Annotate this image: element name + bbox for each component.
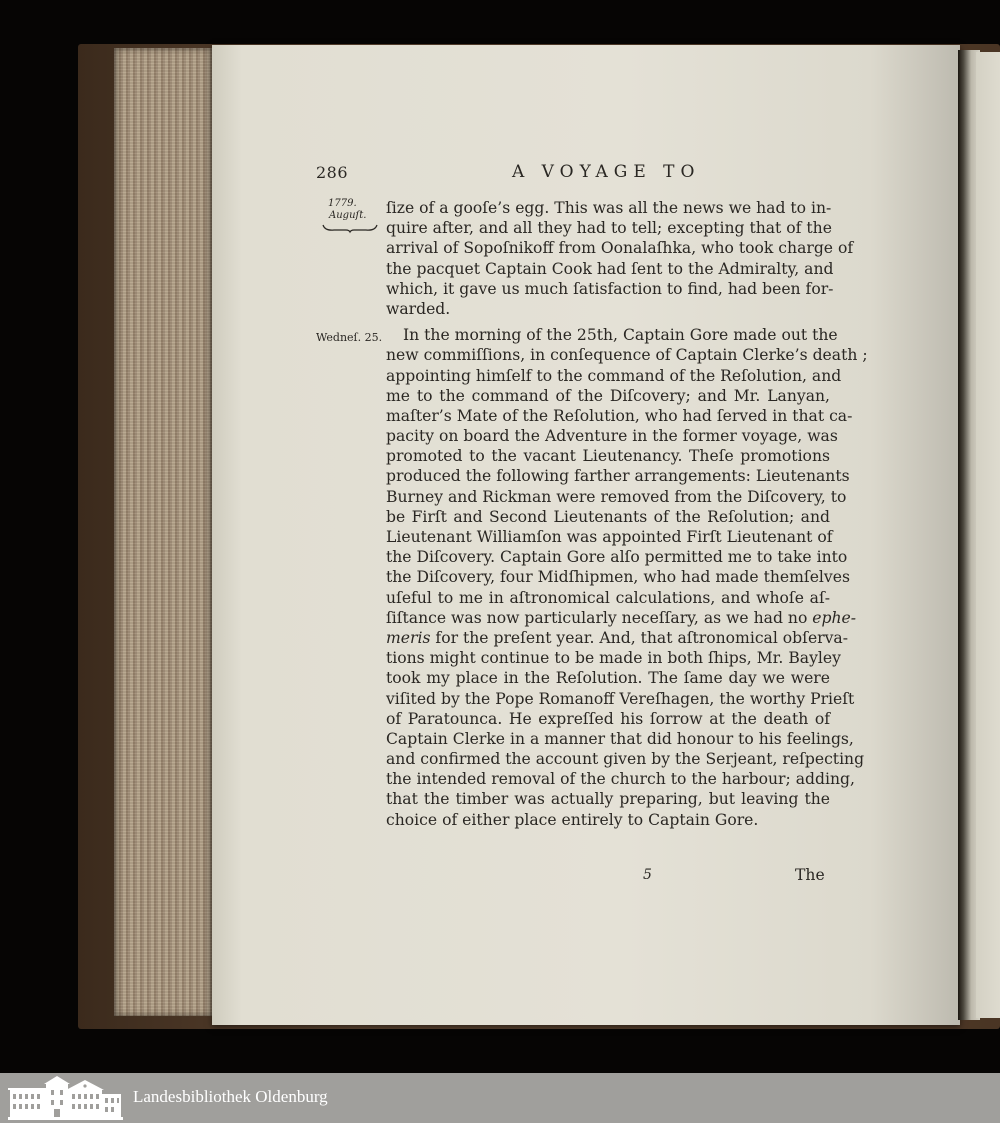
running-head: A VOYAGE TO <box>512 162 701 182</box>
text-line: meris for the preſent year. And, that aſtronomical obſerva- <box>386 628 848 647</box>
right-page-edge <box>976 52 1000 1018</box>
text-line: arrival of Sopoſnikoff from Oonalaſhka, who took charge of <box>386 239 854 258</box>
margin-year: 1779. <box>328 198 357 209</box>
catchword: The <box>795 866 825 884</box>
text-line: that the timber was actually preparing, but leaving the <box>386 790 830 809</box>
text-line: In the morning of the 25th, Captain Gore made out the <box>403 326 838 345</box>
library-footer <box>0 1073 1000 1123</box>
margin-date-note: Wedneſ. 25. <box>316 331 383 344</box>
text-line: pacity on board the Adventure in the former voyage, was <box>386 427 838 446</box>
text-line: took my place in the Reſolution. The ſame day we were <box>386 669 830 688</box>
library-name: Landesbibliothek Oldenburg <box>133 1087 328 1106</box>
text-line: Captain Clerke in a manner that did honour to his feelings, <box>386 729 854 748</box>
text-line: quire after, and all they had to tell; excepting that of the <box>386 219 832 238</box>
italic-word: meris <box>386 628 431 647</box>
page-number: 286 <box>316 163 349 182</box>
text-line: new commiſſions, in conſequence of Captain Clerke’s death ; <box>386 346 868 365</box>
text-line: the Diſcovery. Captain Gore alſo permitted me to take into <box>386 548 848 567</box>
library-building-icon <box>8 1076 123 1120</box>
text-line: uſeful to me in aſtronomical calculations, and whoſe aſ- <box>386 588 830 607</box>
text-line: Lieutenant Williamſon was appointed Firſt Lieutenant of <box>386 528 833 546</box>
text-line: and confirmed the account given by the Serjeant, reſpecting <box>386 750 865 769</box>
text-line: be Firſt and Second Lieutenants of the Reſolution; and <box>386 507 830 526</box>
text-line: the Diſcovery, four Midſhipmen, who had made themſelves <box>386 568 850 587</box>
text-line: produced the following farther arrangements: Lieutenants <box>386 467 850 486</box>
signature-mark: 5 <box>643 867 652 883</box>
text-line: ſize of a gooſe’s egg. This was all the news we had to in- <box>386 199 832 217</box>
page-edges <box>114 48 214 1016</box>
body-text <box>386 198 868 830</box>
text-line: ſiſtance was now particularly neceſſary, as we had no ephe- <box>386 608 857 627</box>
text-line: which, it gave us much ſatisfaction to find, had been for- <box>386 279 834 298</box>
text-line: maſter’s Mate of the Reſolution, who had ſerved in that ca- <box>386 406 853 425</box>
italic-word: ephe- <box>812 608 857 627</box>
text-line: warded. <box>386 299 451 318</box>
text-line: promoted to the vacant Lieutenancy. Theſe promotions <box>386 447 830 466</box>
text-line: appointing himſelf to the command of the Reſolution, and <box>386 366 842 385</box>
text-line: the pacquet Captain Cook had ſent to the Admiralty, and <box>386 259 834 278</box>
margin-month: Auguſt. <box>329 210 367 221</box>
text-line: of Paratounca. He expreſſed his ſorrow at the death of <box>386 709 830 728</box>
text-line: viſited by the Pope Romanoff Vereſhagen, the worthy Prieſt <box>386 689 855 708</box>
text-line: the intended removal of the church to the harbour; adding, <box>386 770 855 789</box>
text-line: choice of either place entirely to Captain Gore. <box>386 810 759 829</box>
text-line: tions might continue to be made in both ſhips, Mr. Bayley <box>386 649 841 668</box>
brace-icon <box>322 223 378 233</box>
text-line: me to the command of the Diſcovery; and Mr. Lanyan, <box>386 386 830 405</box>
text-line: Burney and Rickman were removed from the Diſcovery, to <box>386 487 847 506</box>
